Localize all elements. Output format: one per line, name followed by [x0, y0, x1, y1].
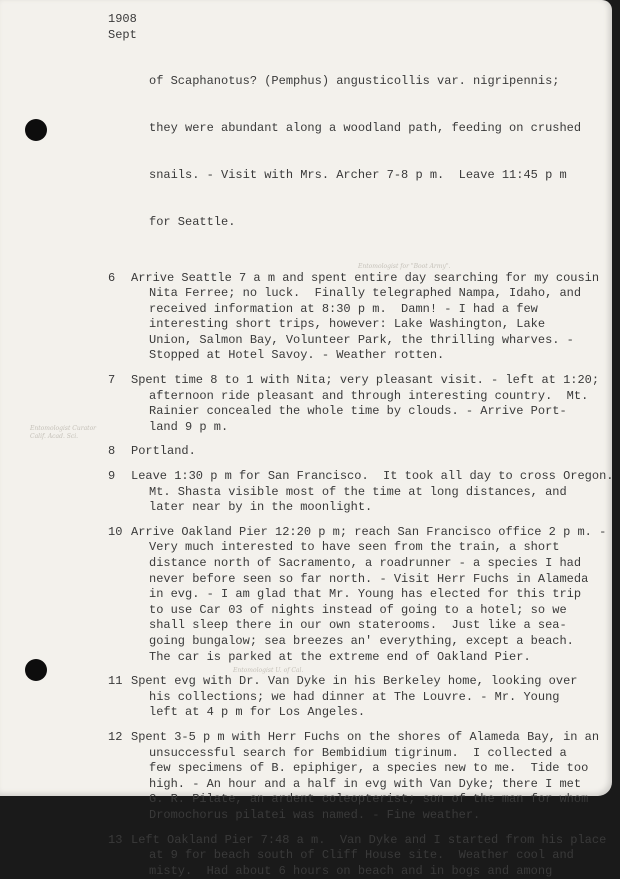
text-line: at 9 for beach south of Cliff House site. Weather cool and: [149, 848, 608, 864]
text-line: high. - An hour and a half in evg with Van Dyke; there I met: [149, 777, 608, 793]
diary-entry: [108, 833, 608, 879]
text-line: Spent time 8 to 1 with Nita; very pleasant visit. - left at 1:20;: [131, 373, 608, 389]
text-line: G. R. Pilate, an ardent coleopterist; son of the man for whom: [149, 792, 608, 808]
entry-day: 8: [108, 444, 130, 460]
pencil-gap: [108, 665, 608, 674]
entry-day: 10: [108, 525, 130, 541]
text-line: of Scaphanotus? (Pemphus) angusticollis var. nigripennis;: [149, 74, 608, 90]
pencil-note: Entomologist U. of Cal.: [233, 667, 303, 675]
text-line: his collections; we had dinner at The Louvre. - Mr. Young: [149, 690, 608, 706]
text-line: received information at 8:30 p m. Damn! - I had a few: [149, 302, 608, 318]
continued-paragraph: [149, 43, 608, 261]
text-line: distance north of Sacramento, a roadrunner - a species I had: [149, 556, 608, 572]
diary-text: [108, 12, 608, 879]
text-line: Nita Ferree; no luck. Finally telegraphed Nampa, Idaho, and: [149, 286, 608, 302]
text-line: afternoon ride pleasant and through interesting country. Mt.: [149, 389, 608, 405]
text-line: Very much interested to have seen from the train, a short: [149, 540, 608, 556]
entry-day: 6: [108, 271, 130, 287]
text-line: few specimens of B. epiphiger, a species new to me. Tide too: [149, 761, 608, 777]
diary-entry: [108, 674, 608, 721]
text-line: in evg. - I am glad that Mr. Young has elected for this trip: [149, 587, 608, 603]
diary-entry: [108, 271, 608, 365]
text-line: land 9 p m.: [149, 420, 608, 436]
header-month: Sept: [108, 28, 608, 44]
text-line: unsuccessful search for Bembidium tigrinum. I collected a: [149, 746, 608, 762]
text-line: Stopped at Hotel Savoy. - Weather rotten.: [149, 348, 608, 364]
text-line: misty. Had about 6 hours on beach and in bogs and among: [149, 864, 608, 879]
pencil-gap: [108, 262, 608, 271]
pencil-note: Entomologist for "Boot Army".: [358, 263, 451, 271]
text-line: they were abundant along a woodland path, feeding on crushed: [149, 121, 608, 137]
entry-day: 9: [108, 469, 130, 485]
text-line: Dromochorus pilatei was named. - Fine weather.: [149, 808, 608, 824]
text-line: Mt. Shasta visible most of the time at long distances, and: [149, 485, 608, 501]
text-line: interesting short trips, however: Lake Washington, Lake: [149, 317, 608, 333]
text-line: Leave 1:30 p m for San Francisco. It took all day to cross Oregon.: [131, 469, 608, 485]
text-line: never before seen so far north. - Visit Herr Fuchs in Alameda: [149, 572, 608, 588]
text-line: Arrive Oakland Pier 12:20 p m; reach San Francisco office 2 p m. -: [131, 525, 608, 541]
diary-entry: [108, 730, 608, 824]
text-line: later near by in the moonlight.: [149, 500, 608, 516]
text-line: Rainier concealed the whole time by clouds. - Arrive Port-: [149, 404, 608, 420]
diary-entry: [108, 469, 608, 516]
binder-hole: [25, 119, 47, 141]
text-line: Portland.: [131, 444, 608, 460]
text-line: snails. - Visit with Mrs. Archer 7-8 p m. Leave 11:45 p m: [149, 168, 608, 184]
diary-entry: [108, 525, 608, 665]
text-line: Union, Salmon Bay, Volunteer Park, the thrilling wharves. -: [149, 333, 608, 349]
text-line: The car is parked at the extreme end of Oakland Pier.: [149, 650, 608, 666]
entry-day: 12: [108, 730, 130, 746]
text-line: left at 4 p m for Los Angeles.: [149, 705, 608, 721]
header-year: 1908: [108, 12, 608, 28]
entry-day: 7: [108, 373, 130, 389]
entry-day: 11: [108, 674, 130, 690]
text-line: Arrive Seattle 7 a m and spent entire day searching for my cousin: [131, 271, 608, 287]
text-line: for Seattle.: [149, 215, 608, 231]
text-line: Left Oakland Pier 7:48 a m. Van Dyke and I started from his place: [131, 833, 608, 849]
text-line: Spent 3-5 p m with Herr Fuchs on the shores of Alameda Bay, in an: [131, 730, 608, 746]
text-line: going bungalow; sea breezes an' everything, except a beach.: [149, 634, 608, 650]
text-line: Spent evg with Dr. Van Dyke in his Berkeley home, looking over: [131, 674, 608, 690]
diary-entry: [108, 444, 608, 460]
binder-hole: [25, 659, 47, 681]
entry-day: 13: [108, 833, 130, 849]
text-line: shall sleep there in our own staterooms. Just like a sea-: [149, 618, 608, 634]
pencil-note: Entomologist Curator Calif. Acad. Sci.: [30, 425, 102, 441]
text-line: to use Car 03 of nights instead of going to a hotel; so we: [149, 603, 608, 619]
diary-entry: [108, 373, 608, 435]
